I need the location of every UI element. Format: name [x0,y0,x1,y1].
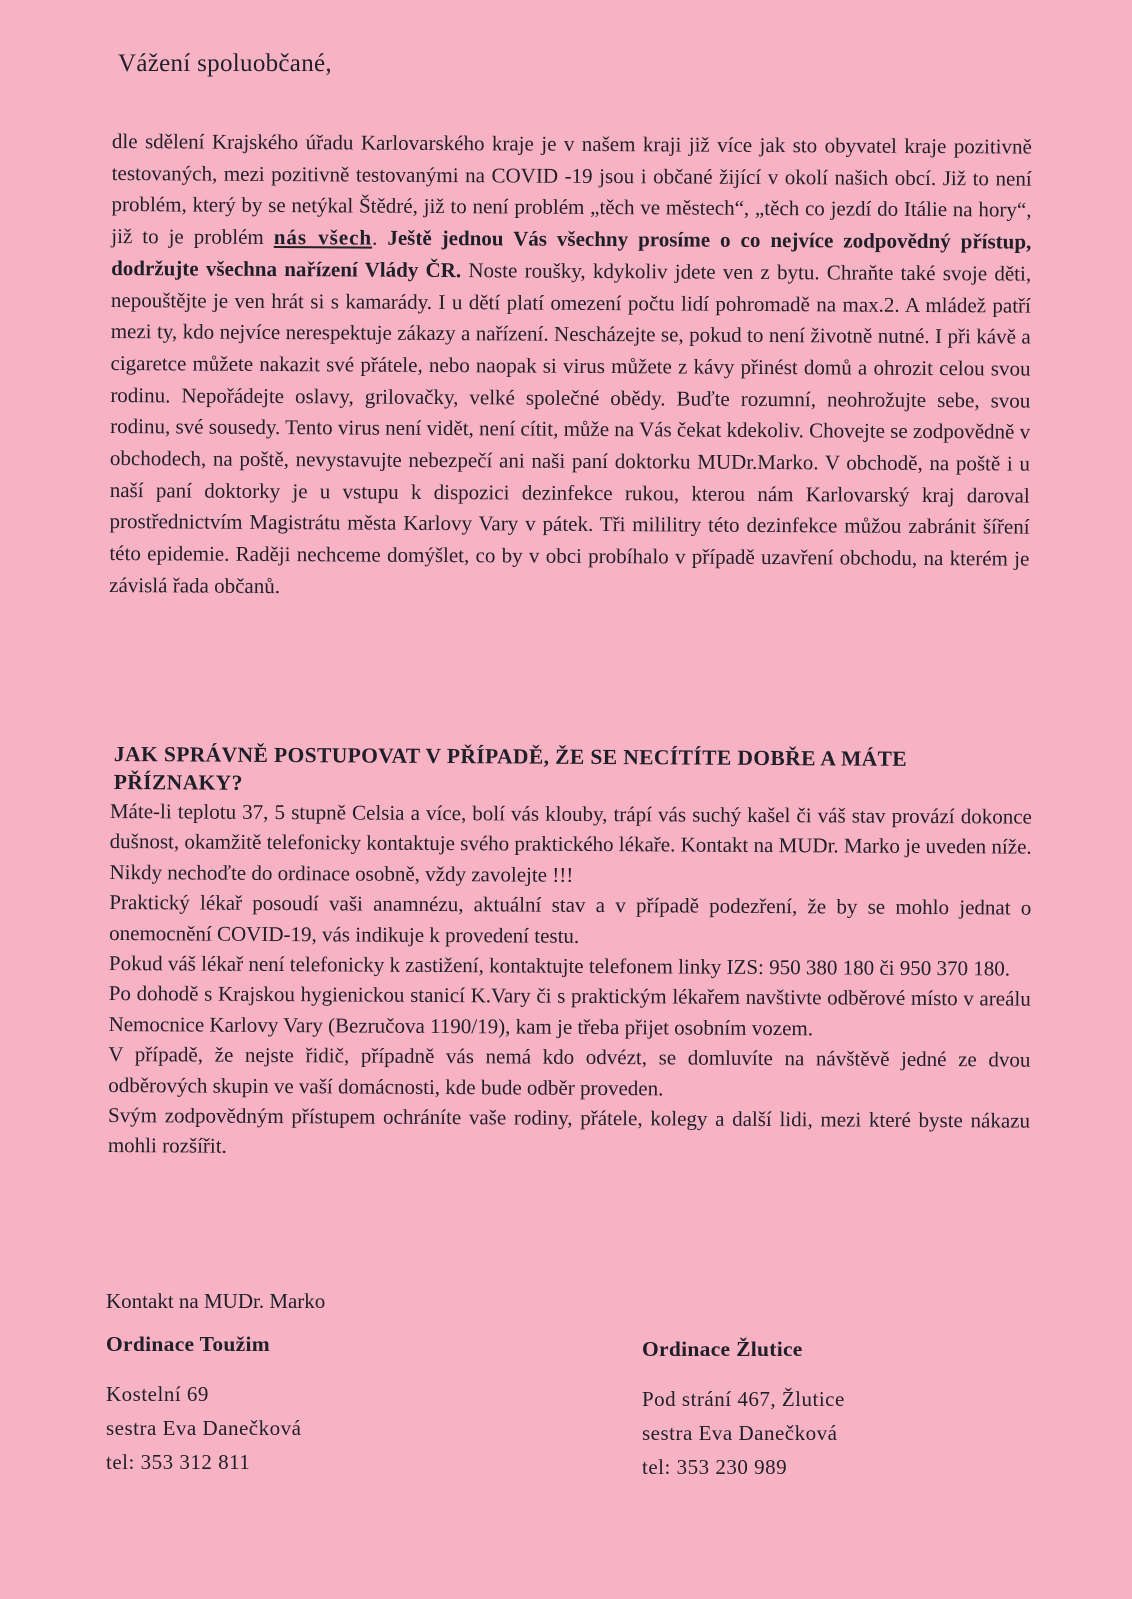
office-address: Pod strání 467, Žlutice [642,1387,845,1411]
intro-paragraph [109,126,1032,607]
intro-bold-plea: Ještě jednou Vás všechny prosíme o co nejvíce zodpovědný přístup, dodržujte všechna nařízení Vlády ČR. [111,225,1032,282]
instruction-paragraph: Po dohodě s Krajskou hygienickou stanicí K.Vary či s praktickým lékařem navštivte odběrové místo v areálu Nemocnice Karlovy Vary (Bezručova 1190/19), kam je třeba přijet osobním vozem. [108,981,1031,1041]
office-phone: tel: 353 230 989 [642,1455,788,1479]
intro-text-3: Noste roušky, kdykoliv jdete ven z bytu. Chraňte také svoje děti, nepouštějte je ven hrát si s kamarády. I u dětí platí omezení počtu lidí pohromadě na max.2. A mládež patří mezi ty, kdo nejvíce nerespektuje zákazy a nařízení. Nescházejte se, pokud to není životně nutné. I při kávě a cigaretce můžete nakazit své přátele, nebo naopak si virus můžete z kávy přinést domů a ohrozit celou svou rodinu. Nepořádejte oslavy, grilovačky, velké společné obědy. Buďte rozumní, neohrožujte sebe, svou rodinu, své sousedy. Tento virus není vidět, není cítit, může na Vás čekat kdekoliv. Chovejte se zodpovědně v obchodech, na poště, nevystavujte nebezpečí ani naši paní doktorku MUDr.Marko. V obchodě, na poště i u naší paní doktorky je u vstupu k dispozici dezinfekce rukou, kterou nám Karlovarský kraj daroval prostřednictvím Magistrátu města Karlovy Vary v pátek. Tři mililitry této dezinfekce můžou zabránit šíření této epidemie. Raději nechceme domýšlet, co by v obci probíhalo v případě uzavření obchodu, na kterém je závislá řada občanů. [109,257,1032,598]
greeting: Vážení spoluobčané, [118,50,332,77]
symptoms-instructions [108,796,1032,1167]
symptoms-heading: JAK SPRÁVNĚ POSTUPOVAT V PŘÍPADĚ, ŽE SE NECÍTÍTE DOBŘE A MÁTE PŘÍZNAKY? [113,741,908,795]
intro-emphasis: nás všech [273,225,373,250]
instruction-paragraph: Svým zodpovědným přístupem ochráníte vaše rodiny, přátele, kolegy a další lidi, mezi které byste nákazu mohli rozšířit. [107,1103,1031,1159]
office-name: Ordinace Toužim [106,1332,270,1356]
contact-title: Kontakt na MUDr. Marko [106,1289,326,1313]
intro-text-1: dle sdělení Krajského úřadu Karlovarského kraje je v našem kraji již více jak sto obyvatel kraje pozitivně testovaných, mezi pozitivně testovanými na COVID -19 jsou i občané žijící v okolí našich obcí. Již to není problém, který by se netýkal Štědré, již to není problém „těch ve městech“, „těch co jezdí do Itálie na hory“, již to je problém [111,128,1032,250]
instruction-paragraph: Máte-li teplotu 37, 5 stupně Celsia a více, bolí vás klouby, trápí vás suchý kašel či váš stav provází dokonce dušnost, okamžitě telefonicky kontaktuje svého praktického lékaře. Kontakt na MUDr. Marko je uveden níže. Nikdy nechoďte do ordinace osobně, vždy zavolejte !!! [109,798,1032,887]
office-name: Ordinace Žlutice [642,1337,803,1361]
office-address: Kostelní 69 [106,1382,209,1406]
office-phone: tel: 353 312 811 [106,1450,251,1474]
office-zlutice [642,1337,845,1484]
office-nurse: sestra Eva Danečková [106,1416,302,1440]
instruction-paragraph: V případě, že nejste řidič, případně vás nemá kdo odvézt, se domluvíte na návštěvě jedné ze dvou odběrových skupin ve vaší domácnosti, kde bude odběr proveden. [108,1042,1031,1101]
intro-text-2: . [372,225,388,250]
office-touzim [106,1332,301,1479]
office-nurse: sestra Eva Danečková [642,1421,838,1445]
instruction-paragraph: Praktický lékař posoudí vaši anamnézu, aktuální stav a v případě podezření, že by se mohlo jednat o onemocnění COVID-19, vás indikuje k provedení testu. [109,890,1032,948]
instruction-paragraph: Pokud váš lékař není telefonicky k zastižení, kontaktujte telefonem linky IZS: 950 380 180 či 950 370 180. [108,951,1011,981]
